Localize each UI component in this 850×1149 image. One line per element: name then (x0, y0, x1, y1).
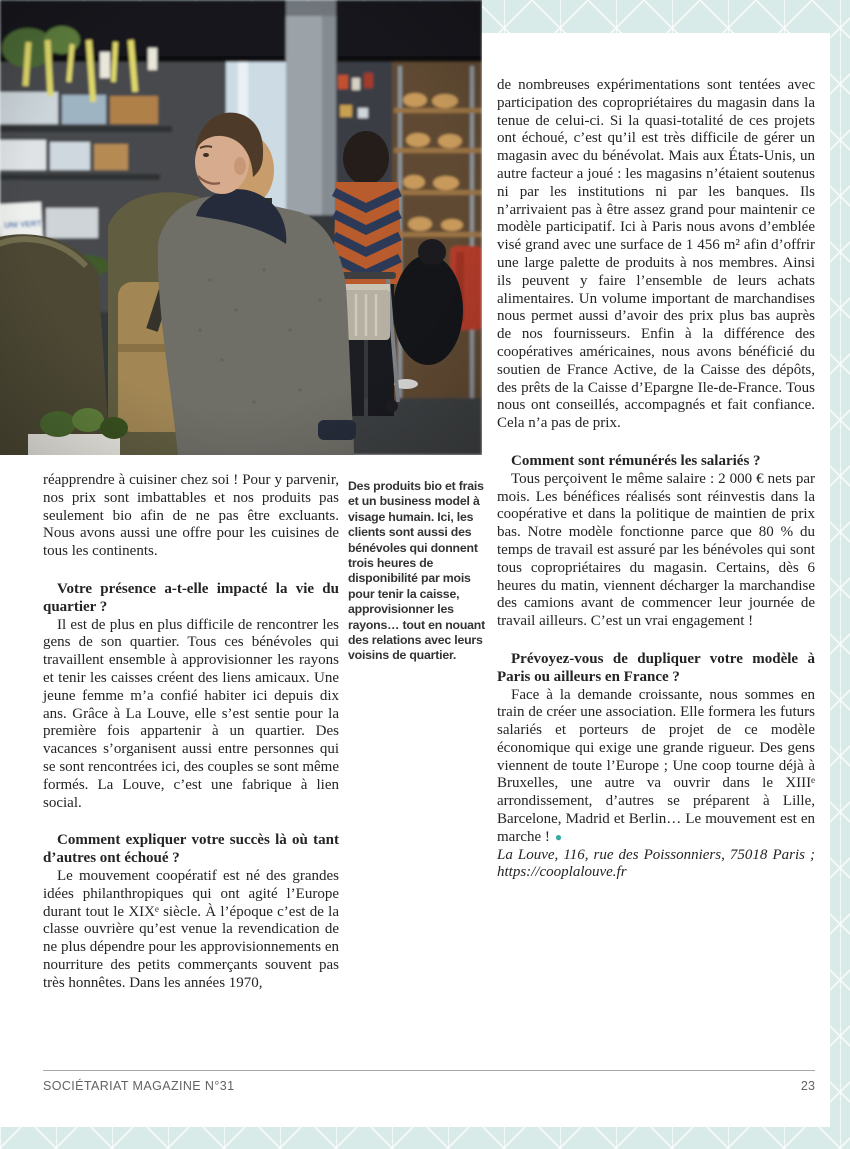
right-column (497, 77, 815, 882)
question-4: Prévoyez-vous de dupliquer votre modèle à Paris ou ailleurs en France ? (497, 650, 815, 685)
intro-paragraph-right: de nombreuses expérimentations sont tentées avec participation des copropriétaires du magasin dans la tenue de celui-ci. Si la quasi-totalité de ces projets ont échoué, c’est qu’il est très difficile de gérer un magasin avec du bénévolat. Mais aux États-Unis, un autre facteur a joué : les magasins n’étaient soutenus ni par les institutions ni par les banques. Ils n’arrivaient pas à être assez grand pour maintenir ce modèle participatif. Ici à Paris nous avons d’emblée visé grand avec une surface de 1 456 m² afin d’offrir une large palette de produits à nos membres. Ainsi ils peuvent y faire l’ensemble de leurs achats alimentaires. Un volume important de marchandises nous permet aussi d’avoir des prix plus bas auprès de nos fournisseurs. Enfin à la différence des coopératives américaines, nous avons bénéficié du soutien de France Active, de la Caisse des dépôts, des prêts de la Caisse d’Epargne Ile-de-France. Tous nous ont conseillés, accompagnés et fait confiance. Cela n’a pas de prix. (497, 77, 815, 432)
intro-paragraph-left: réapprendre à cuisiner chez soi ! Pour y parvenir, nos prix sont imbattables et nos produits pas seulement bio afin de ne pas être excluants. Nous avons aussi une offre pour les cuisines de tous les continents. (43, 472, 339, 560)
answer-1: Il est de plus en plus difficile de rencontrer les gens de son quartier. Tous ces bénévoles qui travaillent ensemble à approvisionner les rayons et tenir les caisses créent des liens amicaux. Une jeune femme m’a confié habiter ici depuis dix ans. Grâce à La Louve, elle s’est sentie pour la première fois appartenir à un quartier. Des vacances s’organisent aussi entre personnes qui se sont rencontrées ici, des couples se sont même formés. La Louve, c’est une fabrique à lien social. (43, 616, 339, 811)
answer-4 (497, 687, 815, 847)
left-column (43, 472, 339, 993)
question-3: Comment sont rémunérés les salariés ? (511, 452, 761, 469)
question-1: Votre présence a-t-elle impacté la vie du quartier ? (43, 580, 339, 615)
answer-3: Tous perçoivent le même salaire : 2 000 € nets par mois. Les bénéfices réalisés sont réinvestis dans la coopérative et dans la politique de maintien de prix bas. Notre modèle fonctionne parce que 80 % du temps de travail est assuré par les bénévoles qui sont tous copropriétaires du magasin. Certains, dès 6 heures du matin, viennent décharger la marchandise des camions avant de commencer leur journée de travail ailleurs. C’est un vrai engagement ! (497, 470, 815, 630)
answer-4-text: Face à la demande croissante, nous sommes en train de créer une association. Elle formera les futurs salariés et porteurs de projet de ce modèle économique qui exige une grande rigueur. Des gens viennent de toute l’Europe ; Une coop tourne déjà à Bruxelles, une autre va ouvrir dans le XIIIᵉ arrondissement, d’autres se préparent à Lille, Barcelone, Madrid et Berlin… Le mouvement est en marche ! (497, 686, 815, 845)
footer-divider (43, 1070, 815, 1071)
contact-address: La Louve, 116, rue des Poissonniers, 75018 Paris ; https://cooplalouve.fr (497, 846, 815, 881)
article-photo (0, 0, 482, 455)
question-2: Comment expliquer votre succès là où tant d’autres ont échoué ? (43, 832, 339, 867)
footer-magazine-title: SOCIÉTARIAT MAGAZINE N°31 (43, 1079, 235, 1093)
answer-2: Le mouvement coopératif est né des grandes idées philanthropiques qui ont agité l’Europe durant tout le XIXᵉ siècle. À l’époque c’est de la classe ouvrière qu’est venue la revendication de ne plus dépendre pour les approvisionnements en nourriture des petits commerçants souvent pas très honnêtes. Dans les années 1970, (43, 867, 339, 991)
footer-page-number: 23 (800, 1079, 815, 1093)
end-of-article-bullet: ● (554, 829, 563, 844)
photo-caption: Des produits bio et frais et un business model à visage humain. Ici, les clients sont aussi des bénévoles qui donnent trois heures de disponibilité par mois pour tenir la caisse, approvisionner les rayons… tout en nouant des relations avec leurs voisins de quartier. (348, 479, 486, 663)
